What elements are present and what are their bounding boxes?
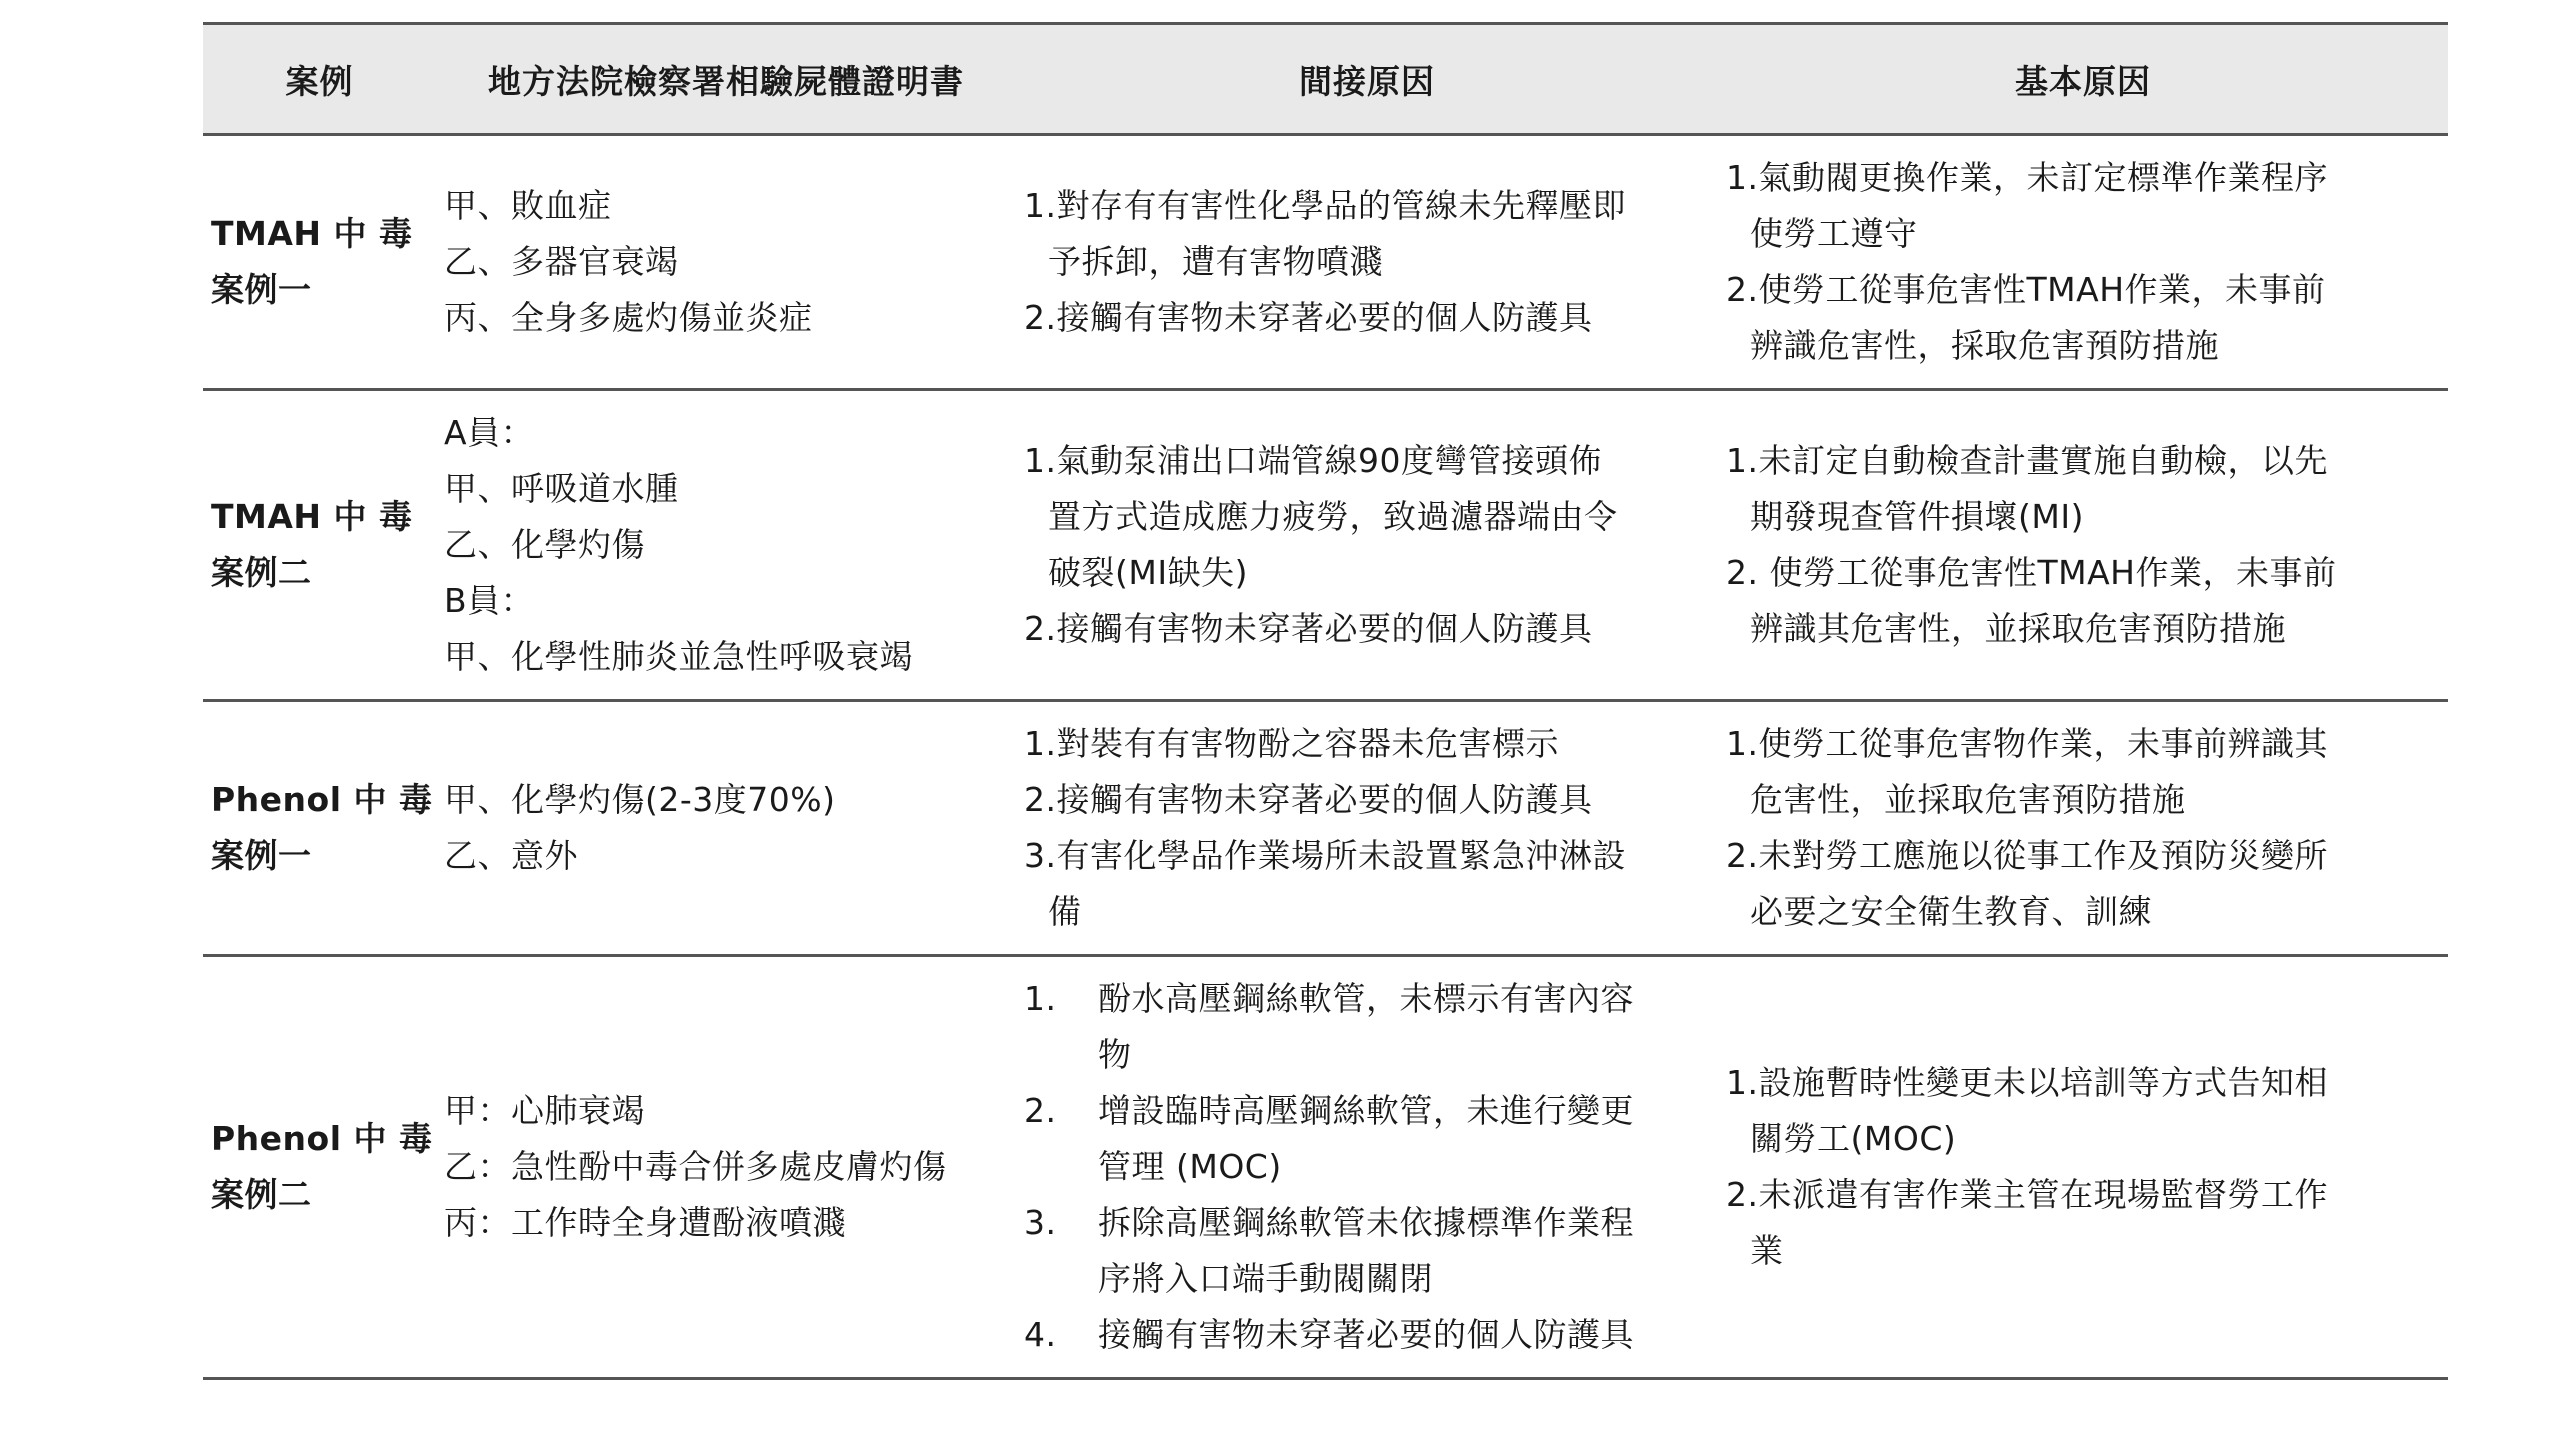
accident-cause-table [203, 22, 2448, 1380]
item-text [1098, 1307, 1634, 1363]
item-number: 1. [1024, 979, 1057, 1018]
case-cell [203, 701, 436, 956]
basic-line: 2.使勞工從事危害性TMAH作業，未事前 [1726, 270, 2326, 309]
basic-line: 2.未對勞工應施以從事工作及預防災變所 [1726, 836, 2328, 875]
item-line: 拆除高壓鋼絲軟管未依據標準作業程 [1098, 1203, 1634, 1242]
basic-line: 2.未派遣有害作業主管在現場監督勞工作 [1726, 1175, 2328, 1214]
basic-line: 1.氣動閥更換作業，未訂定標準作業程序 [1726, 158, 2328, 197]
table-row [203, 135, 2448, 390]
basic-line: 關勞工(MOC) [1750, 1119, 1957, 1158]
numbered-item [1024, 1195, 1710, 1307]
numbered-item [1024, 971, 1710, 1083]
header-basic-cause: 基本原因 [1718, 24, 2448, 135]
certificate-cell [436, 956, 1016, 1379]
indirect-line: 破裂(MI缺失) [1048, 553, 1248, 592]
cause-line: 乙、多器官衰竭 [444, 242, 679, 281]
item-line: 增設臨時高壓鋼絲軟管，未進行變更 [1098, 1091, 1634, 1130]
table-row [203, 956, 2448, 1379]
basic-line: 辨識危害性，採取危害預防措施 [1750, 326, 2219, 365]
basic-line: 業 [1750, 1231, 1784, 1270]
accident-table-container [203, 22, 2448, 1380]
basic-line: 2. 使勞工從事危害性TMAH作業，未事前 [1726, 553, 2337, 592]
cause-line: 甲、呼吸道水腫 [444, 469, 679, 508]
basic-line: 1.設施暫時性變更未以培訓等方式告知相 [1726, 1063, 2328, 1102]
indirect-line: 1.氣動泵浦出口端管線90度彎管接頭佈 [1024, 441, 1602, 480]
case-name: Phenol 中 毒 [211, 780, 433, 819]
case-name: Phenol 中 毒 [211, 1119, 433, 1158]
table-row [203, 701, 2448, 956]
cause-line: 甲、化學性肺炎並急性呼吸衰竭 [444, 637, 913, 676]
indirect-line: 予拆卸，遭有害物噴濺 [1048, 242, 1383, 281]
item-line: 物 [1098, 1035, 1132, 1074]
item-number: 4. [1024, 1315, 1057, 1354]
case-number: 案例一 [211, 270, 312, 309]
cause-line: 乙、意外 [444, 836, 578, 875]
case-number: 案例一 [211, 836, 312, 875]
indirect-cause-cell [1016, 956, 1718, 1379]
case-name: TMAH 中 毒 [211, 497, 413, 536]
header-row [203, 24, 2448, 135]
indirect-line: 1.對存有有害性化學品的管線未先釋壓即 [1024, 186, 1626, 225]
case-number: 案例二 [211, 1175, 312, 1214]
basic-cause-cell [1718, 390, 2448, 701]
indirect-line: 備 [1048, 892, 1082, 931]
table-body [203, 135, 2448, 1379]
item-text [1098, 1195, 1634, 1307]
cause-line: A員： [444, 413, 535, 452]
item-text [1098, 1083, 1634, 1195]
item-line: 接觸有害物未穿著必要的個人防護具 [1098, 1315, 1634, 1354]
item-number: 3. [1024, 1203, 1057, 1242]
basic-line: 危害性，並採取危害預防措施 [1750, 780, 2186, 819]
basic-line: 期發現查管件損壞(MI) [1750, 497, 2084, 536]
case-cell [203, 135, 436, 390]
cause-line: 甲、化學灼傷(2-3度70%) [444, 780, 836, 819]
indirect-cause-cell [1016, 701, 1718, 956]
indirect-line: 2.接觸有害物未穿著必要的個人防護具 [1024, 609, 1593, 648]
item-text [1098, 971, 1634, 1083]
cause-line: 丙、全身多處灼傷並炎症 [444, 298, 813, 337]
basic-cause-cell [1718, 956, 2448, 1379]
header-case: 案例 [203, 24, 436, 135]
table-row [203, 390, 2448, 701]
item-line: 酚水高壓鋼絲軟管，未標示有害內容 [1098, 979, 1634, 1018]
cause-line: 乙：急性酚中毒合併多處皮膚灼傷 [444, 1147, 947, 1186]
indirect-cause-cell [1016, 135, 1718, 390]
basic-line: 1.未訂定自動檢查計畫實施自動檢，以先 [1726, 441, 2328, 480]
case-cell [203, 956, 436, 1379]
item-line: 序將入口端手動閥關閉 [1098, 1259, 1433, 1298]
case-name: TMAH 中 毒 [211, 214, 413, 253]
cause-line: 乙、化學灼傷 [444, 525, 645, 564]
item-line: 管理 (MOC) [1098, 1147, 1282, 1186]
indirect-line: 3.有害化學品作業場所未設置緊急沖淋設 [1024, 836, 1626, 875]
indirect-line: 1.對裝有有害物酚之容器未危害標示 [1024, 724, 1559, 763]
numbered-item [1024, 1307, 1710, 1363]
cause-line: 丙：工作時全身遭酚液噴濺 [444, 1203, 846, 1242]
certificate-cell [436, 390, 1016, 701]
indirect-cause-cell [1016, 390, 1718, 701]
cause-line: B員： [444, 581, 535, 620]
basic-cause-cell [1718, 701, 2448, 956]
cause-line: 甲：心肺衰竭 [444, 1091, 645, 1130]
case-number: 案例二 [211, 553, 312, 592]
indirect-line: 置方式造成應力疲勞，致過濾器端由令 [1048, 497, 1618, 536]
basic-line: 必要之安全衛生教育、訓練 [1750, 892, 2152, 931]
cause-line: 甲、敗血症 [444, 186, 612, 225]
item-number: 2. [1024, 1091, 1057, 1130]
indirect-line: 2.接觸有害物未穿著必要的個人防護具 [1024, 298, 1593, 337]
table-header [203, 24, 2448, 135]
header-certificate: 地方法院檢察署相驗屍體證明書 [436, 24, 1016, 135]
basic-line: 辨識其危害性，並採取危害預防措施 [1750, 609, 2286, 648]
header-indirect-cause: 間接原因 [1016, 24, 1718, 135]
certificate-cell [436, 701, 1016, 956]
indirect-line: 2.接觸有害物未穿著必要的個人防護具 [1024, 780, 1593, 819]
basic-line: 1.使勞工從事危害物作業，未事前辨識其 [1726, 724, 2328, 763]
case-cell [203, 390, 436, 701]
basic-line: 使勞工遵守 [1750, 214, 1918, 253]
basic-cause-cell [1718, 135, 2448, 390]
numbered-item [1024, 1083, 1710, 1195]
certificate-cell [436, 135, 1016, 390]
